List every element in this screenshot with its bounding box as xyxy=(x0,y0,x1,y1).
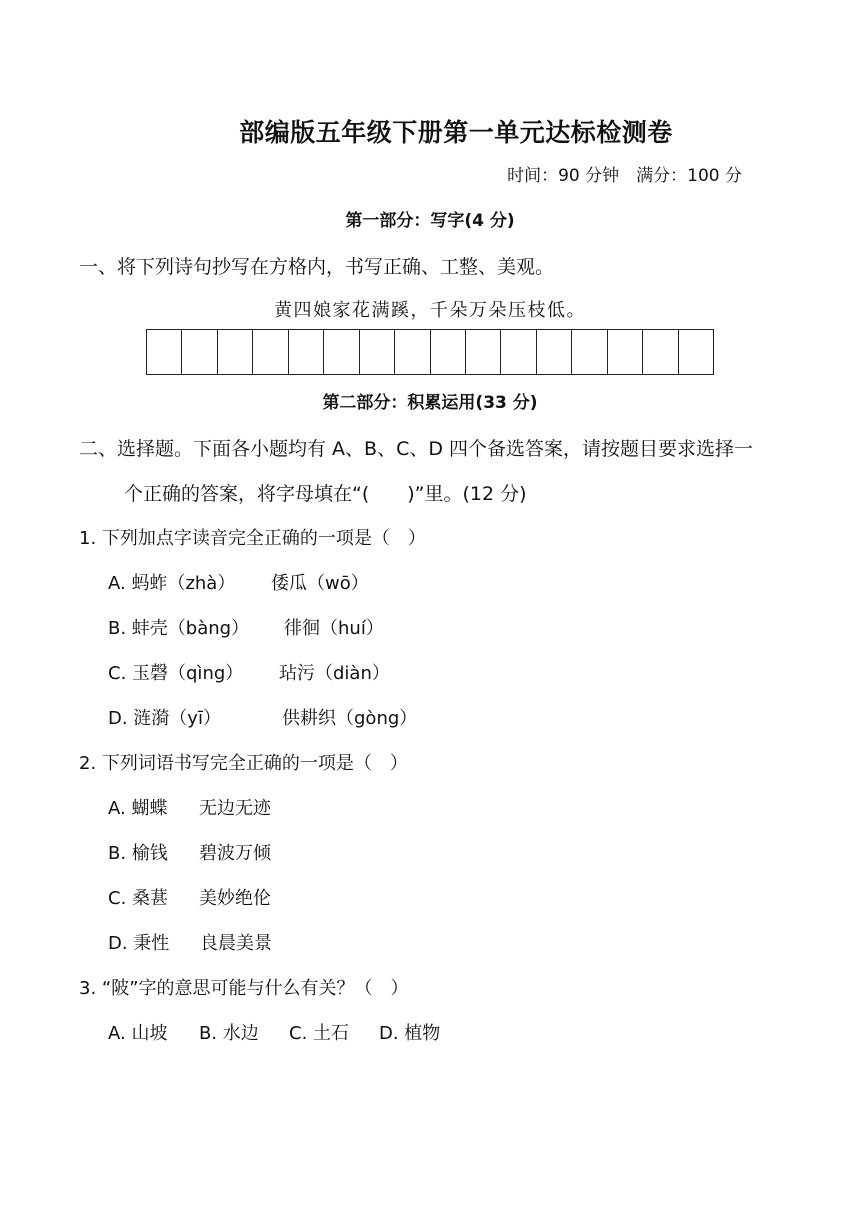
part1-heading: 第一部分：写字(4 分) xyxy=(345,211,515,231)
q2-title-line1: 二、选择题。下面各小题均有 A、B、C、D 四个备选答案，请按题目要求选择一 xyxy=(79,438,754,460)
exam-meta: 时间：90 分钟 满分：100 分 xyxy=(507,166,742,186)
part2-heading: 第二部分：积累运用(33 分) xyxy=(322,393,538,413)
grid-cell[interactable] xyxy=(431,330,466,374)
option-word-2: 供耕织（gòng） xyxy=(282,708,418,729)
question-1-option-d xyxy=(108,704,417,730)
option-word-2: 美妙绝伦 xyxy=(199,888,271,909)
grid-cell[interactable] xyxy=(679,330,713,374)
grid-cell[interactable] xyxy=(643,330,678,374)
question-1-option-a xyxy=(108,569,369,595)
question-3-stem: 3. “陂”字的意思可能与什么有关？（ ） xyxy=(79,978,409,999)
option-word-1: B. 蚌壳（bàng） xyxy=(108,618,250,639)
grid-cell[interactable] xyxy=(324,330,359,374)
question-2-stem: 2. 下列词语书写完全正确的一项是（ ） xyxy=(79,753,408,774)
option-c: C. 土石 xyxy=(289,1023,350,1044)
option-word-2: 徘徊（huí） xyxy=(284,618,384,639)
q2-title-line2: 个正确的答案，将字母填在“( )”里。(12 分) xyxy=(124,483,527,505)
grid-cell[interactable] xyxy=(395,330,430,374)
option-word-1: A. 蝴蝶 xyxy=(108,798,168,819)
question-2-option-c xyxy=(108,884,271,910)
option-word-1: B. 榆钱 xyxy=(108,843,168,864)
question-2-option-d xyxy=(108,929,272,955)
question-2-option-b xyxy=(108,839,271,865)
question-1-stem: 1. 下列加点字读音完全正确的一项是（ ） xyxy=(79,528,426,549)
question-3-options xyxy=(108,1019,440,1045)
grid-cell[interactable] xyxy=(253,330,288,374)
grid-cell[interactable] xyxy=(218,330,253,374)
option-word-1: C. 玉磬（qìng） xyxy=(108,663,244,684)
option-word-2: 倭瓜（wō） xyxy=(271,573,369,594)
grid-cell[interactable] xyxy=(501,330,536,374)
option-word-2: 碧波万倾 xyxy=(199,843,271,864)
poem-line: 黄四娘家花满蹊，千朵万朵压枝低。 xyxy=(274,300,586,321)
option-a: A. 山坡 xyxy=(108,1023,168,1044)
question-1-option-b xyxy=(108,614,384,640)
grid-cell[interactable] xyxy=(182,330,217,374)
option-word-1: D. 秉性 xyxy=(108,933,170,954)
q1-title: 一、将下列诗句抄写在方格内，书写正确、工整、美观。 xyxy=(79,256,555,278)
option-word-2: 无边无迹 xyxy=(199,798,271,819)
question-2-option-a xyxy=(108,794,271,820)
option-d: D. 植物 xyxy=(379,1023,441,1044)
grid-cell[interactable] xyxy=(572,330,607,374)
option-word-1: C. 桑葚 xyxy=(108,888,169,909)
option-b: B. 水边 xyxy=(199,1023,259,1044)
grid-cell[interactable] xyxy=(537,330,572,374)
grid-cell[interactable] xyxy=(360,330,395,374)
writing-grid[interactable] xyxy=(146,329,714,375)
grid-cell[interactable] xyxy=(147,330,182,374)
option-word-1: A. 蚂蚱（zhà） xyxy=(108,573,236,594)
exam-title: 部编版五年级下册第一单元达标检测卷 xyxy=(239,118,673,147)
grid-cell[interactable] xyxy=(289,330,324,374)
option-word-1: D. 涟漪（yī） xyxy=(108,708,221,729)
question-1-option-c xyxy=(108,659,390,685)
option-word-2: 玷污（diàn） xyxy=(279,663,390,684)
grid-cell[interactable] xyxy=(608,330,643,374)
option-word-2: 良晨美景 xyxy=(200,933,272,954)
grid-cell[interactable] xyxy=(466,330,501,374)
